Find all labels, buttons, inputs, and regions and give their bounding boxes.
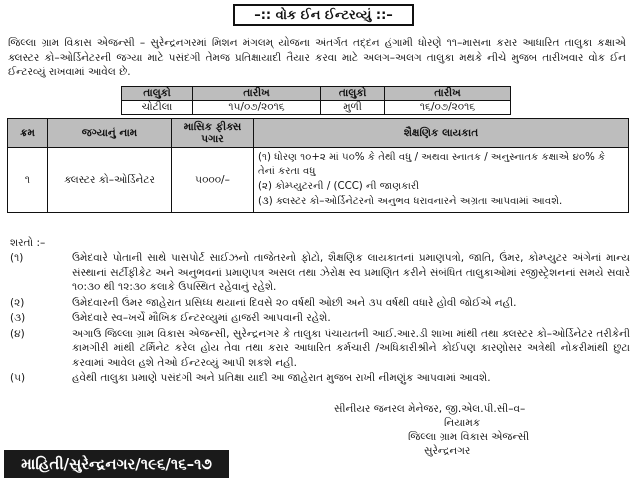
- condition-number: (૫): [10, 372, 26, 384]
- intro-paragraph: જિલ્લા ગ્રામ વિકાસ એજન્સી – સુરેન્દ્રનગરમાં મિશન મંગલમ્ યોજના અંતર્ગત તદ્દન હંગામી ધોરણે ૧૧–માસના કરાર આધારિત તાલુકા કક્ષાએ ક્લસ્ટર કો–ઓર્ડિનેટરની જગ્યા માટે પસંદગી તેમજ પ્રતિક્ષાયાદી તૈયાર કરવા માટે અલગ–અલગ તાલુકા મથકે નીચે મુજબ તારીખવાર વોક ઈન ઈન્ટરવ્યું રાખવામાં આવેલ છે.: [8, 37, 626, 78]
- condition-text: અગાઉ જિલ્લા ગ્રામ વિકાસ એજન્સી, સુરેન્દ્રનગર કે તાલુકા પંચાયતની આઈ.આર.ડી શાખા માંથી તથા ક્લસ્ટર કો–ઓર્ડિનેટર તરીકેની કામગીરી માંથી ટર્મિનેટ કરેલ હોય તેવા તથા કરાર આધારિત કર્મચારી /અધિકારીશ્રીને કોઈપણ કારણોસર અત્રેથી નોકરીમાંથી છુટા કરવામાં આવેલ હશે તેઓ ઈન્ટરવ્યું આપી શકશે નહી.: [72, 327, 630, 369]
- release-reference-tag: માહિતી/સુરેન્દ્રનગર/૧૯૬/૧૬–૧૭: [4, 450, 229, 478]
- post-serial: ૧: [8, 148, 48, 213]
- condition-item: [10, 251, 630, 295]
- schedule-header-taluka: તાલુકો: [321, 87, 385, 101]
- condition-text: ઉમેદવારે પોતાની સાથે પાસપોર્ટ સાઈઝનો તાજેતરનો ફોટો, શૈક્ષણિક લાયકાતનાં પ્રમાણપત્રો, જાતિ, ઉંમર, કોમ્પ્યુટર અંગેનાં માન્ય સંસ્થાનાં સર્ટીફીકેટ અને અનુભવનાં પ્રમાણપત્ર અસલ તથા ઝેરોક્ષ સ્વ પ્રમાણિત કરીને સંબંધિત તાલુકાઓમાં રજીસ્ટ્રેશનનાં સમયે સવારે ૧૦:૩૦ થી ૧૨:૩૦ કલાકે ઉપસ્થિત રહેવાનું રહેશે.: [72, 252, 630, 293]
- schedule-header-taluka: તાલુકો: [122, 87, 193, 101]
- condition-item: [10, 311, 630, 326]
- header-serial: ક્રમ: [8, 119, 48, 148]
- signature-designation: સીનીયર જનરલ મેનેજર, જી.એલ.પી.સી–વ–: [334, 403, 526, 415]
- header-qualification: શૈક્ષણિક લાયકાત: [254, 119, 629, 148]
- signature-office: જિલ્લા ગ્રામ વિકાસ એજન્સી: [408, 431, 530, 443]
- conditions-heading: શરતો :–: [10, 237, 46, 249]
- qualification-item: (૨) કોમ્પ્યુટરની / (CCC) ની જાણકારી: [258, 181, 420, 192]
- header-monthly-pay: માસિક ફીક્સ પગાર: [172, 119, 254, 148]
- condition-item: [10, 371, 630, 386]
- signature-title: નિયામક: [444, 417, 481, 429]
- schedule-header-date: તારીખ: [385, 87, 511, 101]
- interview-schedule-table: [121, 86, 511, 115]
- qualification-item: (૧) ધોરણ ૧૦+૨ માં ૫૦% કે તેથી વધુ / અથવા સ્નાતક / અનુસ્નાતક કક્ષાએ ૪૦% કે તેનાં કરતા વધુ: [258, 152, 606, 177]
- conditions-list: [10, 251, 630, 387]
- post-header-row: [8, 119, 629, 148]
- schedule-taluka: મુળી: [321, 101, 385, 115]
- condition-item: [10, 327, 630, 371]
- signature-city: સુરેન્દ્રનગર: [424, 445, 471, 457]
- schedule-taluka: ચોટીલા: [122, 101, 193, 115]
- signature-block: [334, 402, 624, 458]
- schedule-date: ૧૬/૦૭/૨૦૧૬: [385, 101, 511, 115]
- post-row: [8, 148, 629, 213]
- condition-text: ઉમેદવારે સ્વ–ખર્ચે મૌખિક ઈન્ટરવ્યુમાં હાજરી આપવાની રહેશે.: [72, 312, 331, 324]
- condition-text: ઉમેદવારની ઉંમર જાહેરાત પ્રસિધ્ધ થયાનાં દિવસે ૨૦ વર્ષથી ઓછી અને ૩૫ વર્ષથી વધારે હોવી જોઈએ નહી.: [72, 296, 517, 309]
- condition-number: (૨): [10, 296, 25, 309]
- schedule-header-date: તારીખ: [192, 87, 320, 101]
- notice-title: –:: વોક ઈન ઈન્ટરવ્યું ::–: [233, 4, 414, 26]
- post-name: ક્લસ્ટર કો–ઓર્ડિનેટર: [48, 148, 172, 213]
- condition-item: [10, 296, 630, 311]
- condition-text: હવેથી તાલુકા પ્રમાણે પસંદગી અને પ્રતિક્ષા યાદી આ જાહેરાત મુજબ રાખી નીમણુંક આપવામાં આવશે.: [72, 372, 491, 384]
- condition-number: (૩): [10, 312, 26, 324]
- schedule-date: ૧૫/૦૭/૨૦૧૬: [192, 101, 320, 115]
- qualification-list: [254, 148, 629, 213]
- header-post-name: જગ્યાનું નામ: [48, 119, 172, 148]
- schedule-header-row: [122, 87, 511, 101]
- qualification-item: (૩) ક્લસ્ટર કો–ઓર્ડિનેટરનો અનુભવ ધરાવનારને અગ્રતા આપવામાં આવશે.: [258, 196, 563, 207]
- condition-number: (૪): [10, 327, 25, 340]
- post-pay: ૫૦૦૦/–: [172, 148, 254, 213]
- post-details-table: [7, 118, 629, 213]
- advertisement-page: [4, 2, 634, 478]
- schedule-row: [122, 101, 511, 115]
- condition-number: (૧): [10, 252, 24, 264]
